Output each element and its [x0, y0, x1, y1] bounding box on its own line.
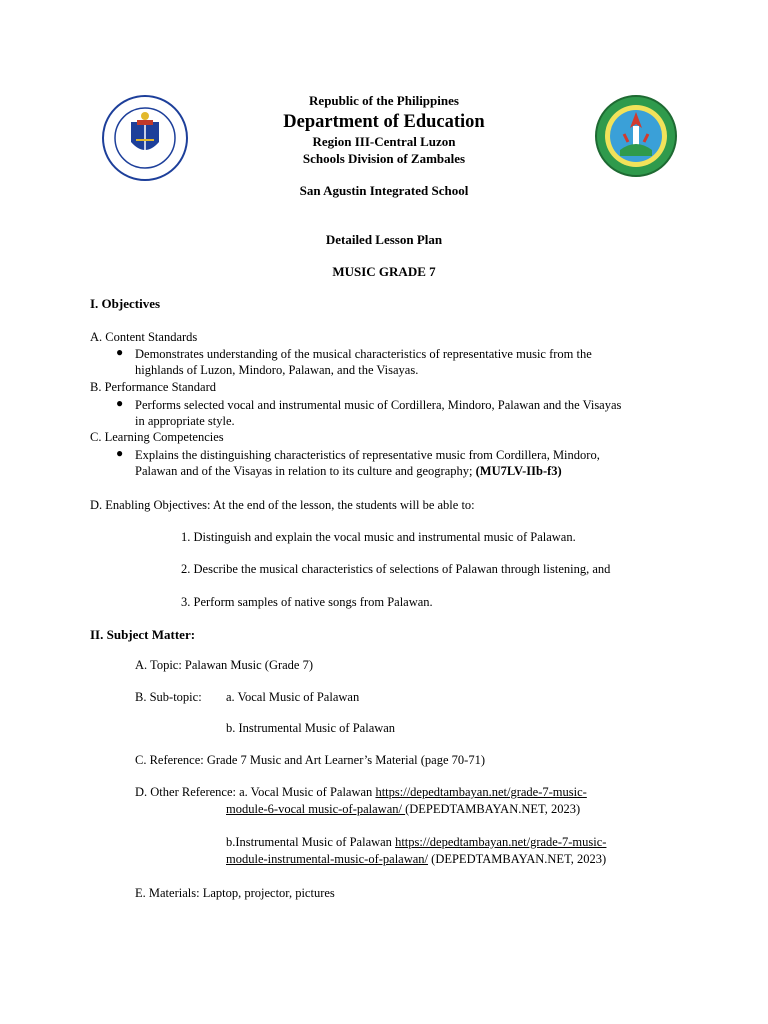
reference-line: C. Reference: Grade 7 Music and Art Learner’s Material (page 70-71): [135, 753, 485, 767]
subtopic-b: b. Instrumental Music of Palawan: [226, 721, 396, 735]
other-reference-a-line1: [135, 784, 587, 800]
instrumental-reference-label: b.Instrumental Music of Palawan: [226, 835, 396, 849]
instrumental-music-reference-link-cont[interactable]: module-instrumental-music-of-palawan/: [226, 852, 429, 866]
other-reference-a-line2: [226, 801, 580, 817]
subtopic-label: B. Sub-topic:: [135, 690, 202, 704]
performance-standard-line1: Performs selected vocal and instrumental music of Cordillera, Mindoro, Palawan and the Visayas: [135, 398, 622, 412]
competencies-text: Palawan and of the Visayas in relation to its culture and geography;: [135, 464, 473, 478]
learning-competencies-line1: Explains the distinguishing characteristics of representative music from Cordillera, Mindoro,: [135, 448, 600, 462]
performance-standard-label: B. Performance Standard: [90, 380, 217, 394]
enabling-objective-item: 2. Describe the musical characteristics of selections of Palawan through listening, and: [181, 562, 611, 576]
subject-matter-heading: II. Subject Matter:: [90, 627, 196, 642]
document-title: Detailed Lesson Plan: [325, 232, 443, 247]
region-line: Region III-Central Luzon: [312, 134, 456, 149]
learning-competencies-line2: [135, 463, 562, 479]
learning-competencies-label: C. Learning Competencies: [90, 430, 224, 444]
bullet-icon: ●: [116, 345, 124, 359]
division-line: Schools Division of Zambales: [302, 151, 466, 166]
other-reference-b-line2: [226, 851, 606, 867]
vocal-music-reference-link-cont[interactable]: module-6-vocal music-of-palawan/: [226, 802, 406, 816]
vocal-music-citation: (DEPEDTAMBAYAN.NET, 2023): [405, 802, 581, 816]
content-standards-line2: highlands of Luzon, Mindoro, Palawan, and the Visayas.: [135, 363, 419, 377]
objectives-heading: I. Objectives: [90, 296, 161, 311]
competency-code: (MU7LV-IIb-f3): [475, 464, 562, 478]
bullet-icon: ●: [116, 396, 124, 410]
enabling-objectives-label: D. Enabling Objectives: At the end of the lesson, the students will be able to:: [90, 498, 475, 512]
performance-standard-line2: in appropriate style.: [135, 414, 235, 428]
vocal-music-reference-link[interactable]: https://depedtambayan.net/grade-7-music-: [375, 785, 587, 799]
materials-line: E. Materials: Laptop, projector, pictures: [135, 886, 335, 900]
bullet-icon: ●: [116, 446, 124, 460]
other-reference-b-line1: [226, 834, 606, 850]
content-standards-line1: Demonstrates understanding of the musical characteristics of representative music from the: [135, 347, 592, 361]
school-name: San Agustin Integrated School: [299, 183, 469, 198]
department-title: Department of Education: [283, 112, 485, 132]
enabling-objective-item: 1. Distinguish and explain the vocal music and instrumental music of Palawan.: [181, 530, 576, 544]
topic-line: A. Topic: Palawan Music (Grade 7): [135, 658, 314, 672]
content-standards-label: A. Content Standards: [90, 330, 198, 344]
republic-line: Republic of the Philippines: [309, 93, 459, 108]
instrumental-music-citation: (DEPEDTAMBAYAN.NET, 2023): [428, 852, 607, 866]
document-subtitle: MUSIC GRADE 7: [332, 264, 436, 279]
enabling-objective-item: 3. Perform samples of native songs from Palawan.: [181, 595, 433, 609]
other-reference-label: D. Other Reference: a. Vocal Music of Palawan: [135, 785, 376, 799]
instrumental-music-reference-link[interactable]: https://depedtambayan.net/grade-7-music-: [395, 835, 607, 849]
subtopic-a: a. Vocal Music of Palawan: [226, 690, 360, 704]
